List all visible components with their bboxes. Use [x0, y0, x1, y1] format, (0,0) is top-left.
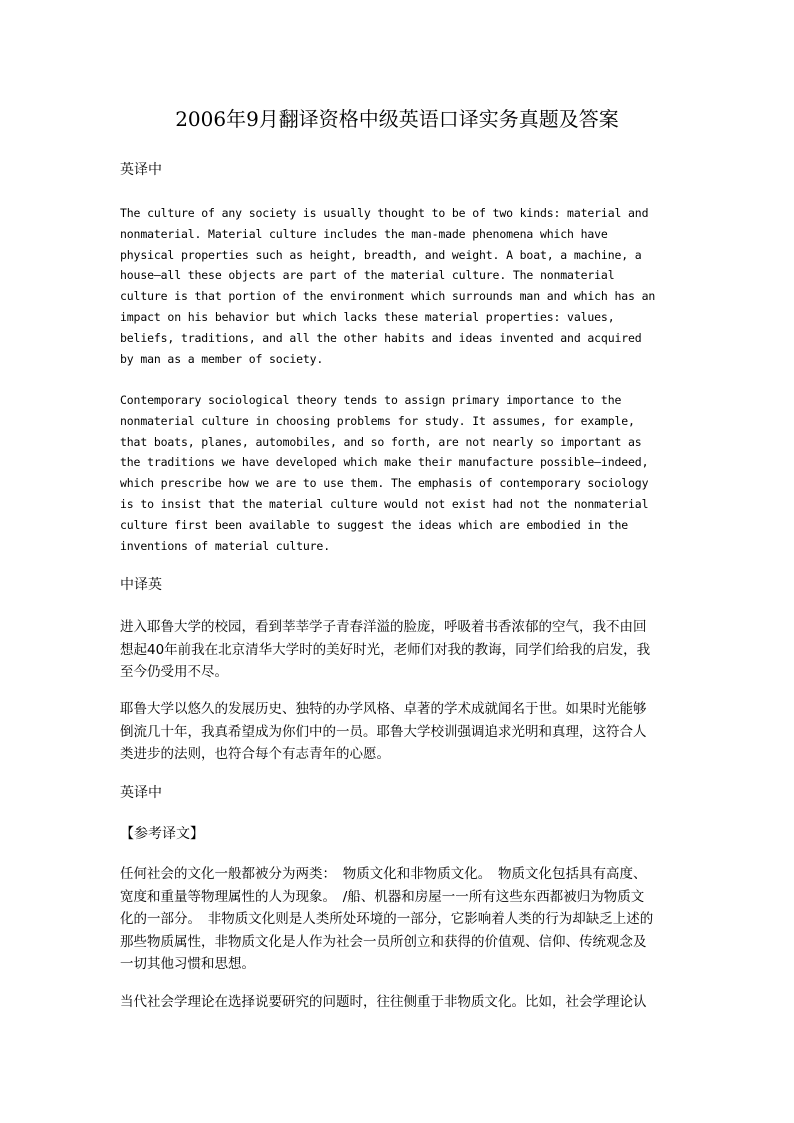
passage-line: nonmaterial culture in choosing problems for study. It assumes, for example, — [120, 413, 635, 428]
passage-line: culture is that portion of the environment which surrounds man and which has an — [120, 289, 656, 304]
passage-line: by man as a member of society. — [120, 351, 324, 366]
passage-line: nonmaterial. Material culture includes the man-made phenomena which have — [120, 226, 608, 241]
reference-translation-passage-1 — [120, 863, 680, 976]
reference-translation-label: 【参考译文】 — [120, 826, 204, 842]
passage-line: 化的一部分。 非物质文化则是人类所处环境的一部分，它影响着人类的行为却缺乏上述的 — [120, 911, 654, 928]
passage-line: 任何社会的文化一般都被分为两类： 物质文化和非物质文化。 物质文化包括具有高度、 — [120, 866, 647, 882]
passage-line: 耶鲁大学以悠久的发展历史、独特的办学风格、卓著的学术成就闻名于世。如果时光能够 — [120, 701, 647, 717]
passage-line: 倒流几十年，我真希望成为你们中的一员。耶鲁大学校训强调追求光明和真理，这符合人 — [120, 723, 647, 740]
passage-line: culture first been available to suggest the ideas which are embodied in the — [120, 517, 629, 532]
document-title: 2006年9月翻译资格中级英语口译实务真题及答案 — [175, 107, 619, 131]
reference-translation-passage-2 — [120, 991, 680, 1014]
passage-line: that boats, planes, automobiles, and so forth, are not nearly so important as — [120, 434, 642, 449]
passage-line: 进入耶鲁大学的校园，看到莘莘学子青春洋溢的脸庞，呼吸着书香浓郁的空气，我不由回 — [120, 619, 647, 635]
passage-line: inventions of material culture. — [120, 538, 330, 553]
passage-line: the traditions we have developed which make their manufacture possible—indeed, — [120, 455, 649, 470]
passage-line: which prescribe how we are to use them. The emphasis of contemporary sociology — [120, 476, 649, 491]
passage-line: Contemporary sociological theory tends to assign primary importance to the — [120, 393, 622, 407]
passage-line: 宽度和重量等物理属性的人为现象。 /船、机器和房屋一一所有这些东西都被归为物质文 — [120, 888, 645, 905]
passage-line: impact on his behavior but which lacks these material properties: values, — [120, 309, 615, 324]
passage-line: physical properties such as height, breadth, and weight. A boat, a machine, a — [120, 247, 642, 262]
passage-line: 想起40年前我在北京清华大学时的美好时光，老师们对我的教诲，同学们给我的启发，我 — [120, 641, 651, 658]
passage-line: 至今仍受用不尽。 — [120, 664, 228, 681]
english-passage-1 — [120, 203, 680, 369]
passage-line: 一切其他习惯和思想。 — [120, 956, 255, 973]
passage-line: is to insist that the material culture would not exist had not the nonmaterial — [120, 496, 649, 511]
english-passage-2 — [120, 390, 680, 556]
section-heading-zh-to-en: 中译英 — [120, 577, 162, 593]
passage-line: beliefs, traditions, and all the other habits and ideas invented and acquired — [120, 330, 642, 345]
passage-line: 那些物质属性，非物质文化是人作为社会一员所创立和获得的价值观、信仰、传统观念及 — [120, 933, 647, 950]
passage-line: 类进步的法则，也符合每个有志青年的心愿。 — [120, 746, 390, 763]
section-heading-en-to-zh-answer: 英译中 — [120, 785, 162, 801]
passage-line: 当代社会学理论在选择说要研究的问题时，往往侧重于非物质文化。比如，社会学理论认 — [120, 994, 647, 1010]
passage-line: house—all these objects are part of the material culture. The nonmaterial — [120, 268, 615, 283]
chinese-passage-1 — [120, 616, 680, 684]
chinese-passage-2 — [120, 698, 680, 766]
passage-line: The culture of any society is usually thought to be of two kinds: material and — [120, 206, 649, 220]
section-heading-en-to-zh: 英译中 — [120, 162, 162, 178]
